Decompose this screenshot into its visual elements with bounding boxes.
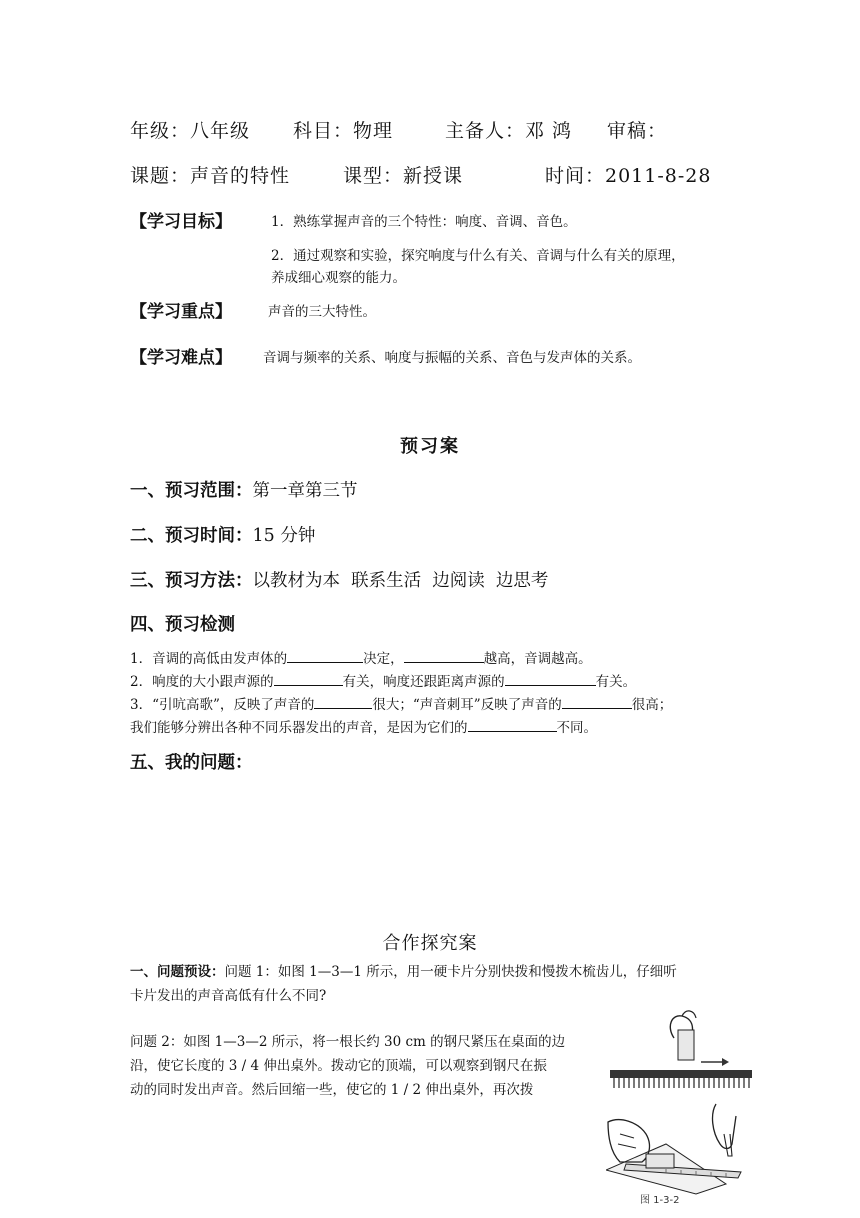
preview-time-label: 二、预习时间： <box>130 526 253 546</box>
lesson-type-label: 课型：新授课 <box>343 165 464 187</box>
q2-part-a: 2．响度的大小跟声源的 <box>130 674 274 690</box>
preview-time-value: 15 分钟 <box>252 526 316 546</box>
objectives-heading: 【学习目标】 <box>130 212 232 232</box>
preview-time <box>130 522 315 547</box>
preparer-label: 主备人：邓 鸿 <box>445 120 573 142</box>
my-question <box>130 749 253 774</box>
problem-1-line1 <box>130 963 677 982</box>
figure-caption: 图 1-3-2 <box>640 1195 680 1206</box>
problem-preset-label: 一、问题预设： <box>130 964 225 980</box>
q2-part-b: 有关，响度还跟距离声源的 <box>342 674 505 690</box>
objective-1: 1．熟练掌握声音的三个特性：响度、音调、音色。 <box>271 214 577 230</box>
my-question-label: 五、我的问题： <box>130 753 253 773</box>
problem-2-line3: 动的同时发出声音。然后回缩一些，使它的 1 / 2 伸出桌外，再次拨 <box>130 1082 534 1098</box>
q2-part-c: 有关。 <box>595 674 637 690</box>
preview-method-value: 以教材为本 联系生活 边阅读 边思考 <box>252 571 549 591</box>
problem-1-text-1: 问题 1：如图 1—3—1 所示，用一硬卡片分别快拨和慢拨木梳齿儿，仔细听 <box>224 964 677 980</box>
q1-part-a: 1．音调的高低由发声体的 <box>130 651 288 667</box>
preview-scope-value: 第一章第三节 <box>252 481 358 501</box>
q3-blank-2[interactable] <box>562 694 632 709</box>
q1-part-b: 决定， <box>363 651 404 667</box>
preview-method-label: 三、预习方法： <box>130 571 253 591</box>
figure-1-3-1-and-1-3-2 <box>606 1004 756 1214</box>
q2-blank-1[interactable] <box>274 671 343 686</box>
topic-label: 课题：声音的特性 <box>130 165 291 187</box>
objective-2-line1: 2．通过观察和实验，探究响度与什么有关、音调与什么有关的原理， <box>271 248 685 264</box>
q2-blank-2[interactable] <box>505 671 596 686</box>
preview-scope-label: 一、预习范围： <box>130 481 253 501</box>
reviewer-label: 审稿： <box>607 120 668 142</box>
q3-part-d: 我们能够分辨出各种不同乐器发出的声音，是因为它们的 <box>130 720 468 736</box>
q1-blank-1[interactable] <box>287 648 363 663</box>
q3-part-a: 3．“引吭高歌”，反映了声音的 <box>130 697 315 713</box>
preview-method <box>130 567 548 592</box>
difficulties-heading: 【学习难点】 <box>130 348 232 368</box>
q1-blank-2[interactable] <box>404 648 484 663</box>
subject-label: 科目：物理 <box>293 120 394 142</box>
q3-blank-3[interactable] <box>468 717 557 732</box>
question-1 <box>130 648 592 669</box>
date-label: 时间：2011-8-28 <box>545 165 712 187</box>
q3-blank-1[interactable] <box>314 694 372 709</box>
key-points-text: 声音的三大特性。 <box>268 304 376 320</box>
comb-and-ruler-illustration <box>606 1004 756 1214</box>
preview-title: 预习案 <box>400 436 460 457</box>
q3-part-c: 很高； <box>631 697 673 713</box>
q3-part-e: 不同。 <box>556 720 597 736</box>
question-3-cont <box>130 717 597 738</box>
problem-2-line2: 沿，使它长度的 3 / 4 伸出桌外。拨动它的顶端，可以观察到钢尺在振 <box>130 1058 547 1074</box>
q3-part-b: 很大；“声音刺耳”反映了声音的 <box>372 697 562 713</box>
preview-check <box>130 611 235 636</box>
q1-part-c: 越高，音调越高。 <box>483 651 592 667</box>
cooperation-title: 合作探究案 <box>382 933 478 954</box>
key-points-heading: 【学习重点】 <box>130 302 232 322</box>
problem-2-line1: 问题 2：如图 1—3—2 所示，将一根长约 30 cm 的钢尺紧压在桌面的边 <box>130 1034 566 1050</box>
preview-check-label: 四、预习检测 <box>130 615 235 635</box>
problem-1-text-2: 卡片发出的声音高低有什么不同? <box>130 988 327 1004</box>
preview-scope <box>130 477 358 502</box>
objective-2-line2: 养成细心观察的能力。 <box>271 270 406 286</box>
difficulties-text: 音调与频率的关系、响度与振幅的关系、音色与发声体的关系。 <box>263 350 641 366</box>
question-3 <box>130 694 672 715</box>
grade-label: 年级：八年级 <box>130 120 251 142</box>
question-2 <box>130 671 636 692</box>
